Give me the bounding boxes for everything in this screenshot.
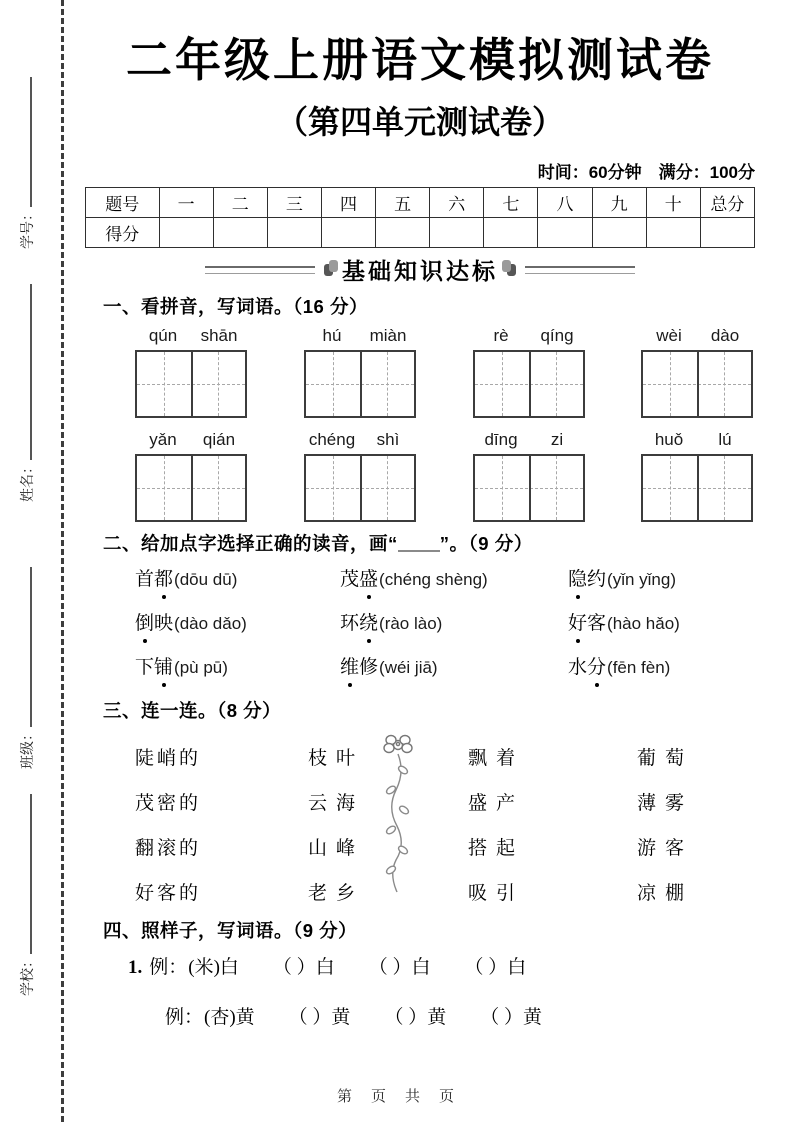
score-col-header: 六 [430,188,484,218]
match-item[interactable]: 老乡 [308,883,365,904]
word-char: 映 [154,613,174,634]
match-item[interactable]: 枝叶 [308,748,365,769]
pinyin-syllable: qián [202,430,236,449]
pinyin-syllable: dào [710,326,740,345]
pinyin-syllable: qún [148,326,178,345]
score-cell[interactable] [700,218,754,248]
writing-grid[interactable] [473,350,585,418]
q2-title [103,530,533,556]
pinyin-syllable: rè [493,326,509,345]
word-char: 首 [135,569,155,590]
pinyin-syllable: yǎn [149,430,177,449]
fill-blank[interactable]: （ ）黄 [480,1007,542,1028]
score-table-corner: 题号 [86,188,160,218]
margin-field-name [17,284,37,502]
q2-item[interactable] [135,608,340,635]
class-blank[interactable] [18,567,32,727]
word-char: 约 [587,569,607,590]
pinyin-syllable: huǒ [654,430,684,449]
match-item[interactable]: 山峰 [308,838,365,859]
pinyin-options: (dào dǎo) [174,614,247,633]
q3-column-verbs [468,736,524,916]
q2-row [135,608,757,635]
pinyin-word-group [473,430,585,522]
word-char: 倒 [135,608,154,635]
pinyin-options: (wéi jiā) [379,658,438,677]
student-id-blank[interactable] [18,77,32,207]
q2-item[interactable] [568,652,757,679]
q2-title-blank [398,536,440,552]
pinyin-syllable: shān [200,326,238,345]
q2-item[interactable] [568,608,757,635]
q3-column-nouns [308,736,364,916]
word-char: 水 [568,657,588,678]
example-word: (米)白 [188,957,239,978]
word-char: 隐 [568,564,587,591]
word-char: 茂 [340,569,360,590]
fill-blank[interactable]: （ ）白 [464,957,527,978]
example-label: 例： [149,957,188,978]
pinyin-word-group [304,430,416,522]
school-blank[interactable] [18,794,32,954]
q2-item[interactable] [135,652,340,679]
margin-field-label: 姓名： [21,460,36,502]
score-cell[interactable] [376,218,430,248]
score-col-header: 四 [321,188,375,218]
score-col-header: 七 [484,188,538,218]
writing-grid[interactable] [641,350,753,418]
score-table [85,187,755,248]
q2-item[interactable] [340,652,568,679]
ornament-line-left [205,266,315,274]
word-char: 好 [568,608,587,635]
word-char: 绕 [359,608,378,635]
pinyin-word-group [641,326,753,418]
pinyin-syllable: dīng [484,430,518,449]
margin-field-class [17,567,37,769]
pinyin-options: (yǐn yǐng) [607,570,676,589]
score-col-header: 一 [159,188,213,218]
fill-blank[interactable]: （ ）白 [368,957,431,978]
pinyin-syllable: qíng [540,326,574,345]
pinyin-word-group [641,430,753,522]
q2-title-post: ”。（9 分） [439,533,533,554]
score-cell[interactable] [213,218,267,248]
margin-field-label: 学校： [21,954,36,996]
match-item[interactable]: 飘着 [468,748,525,769]
writing-grid[interactable] [304,454,416,522]
match-item[interactable]: 游客 [637,838,694,859]
score-col-header: 五 [376,188,430,218]
q2-row [135,564,757,591]
pinyin-syllable: miàn [369,326,407,345]
q4-title: 四、照样子，写词语。（9 分） [103,920,358,941]
pinyin-options: (chéng shèng) [379,570,488,589]
q2-item[interactable] [340,608,568,635]
score-cell[interactable] [484,218,538,248]
match-item[interactable]: 陡峭的 [135,748,202,769]
margin-field-student-id [17,77,37,249]
fill-blank[interactable]: （ ）黄 [384,1007,447,1028]
pinyin-word-group [473,326,585,418]
score-col-header: 九 [592,188,646,218]
word-char: 盛 [359,564,378,591]
q4-row [158,1002,576,1029]
pinyin-options: (hào hǎo) [607,614,680,633]
pinyin-word-group [135,430,247,522]
page-footer: 第 页 共 页 [336,1088,456,1105]
match-item[interactable]: 茂密的 [135,793,202,814]
pinyin-options: (fēn fèn) [607,658,671,677]
word-char: 分 [587,652,606,679]
example-word: (杏)黄 [204,1007,255,1028]
writing-grid[interactable] [135,350,247,418]
score-cell[interactable] [321,218,375,248]
score-col-header: 八 [538,188,592,218]
word-char: 铺 [154,652,173,679]
match-item[interactable]: 薄雾 [637,793,694,814]
q4-row [128,952,560,979]
score-col-header: 总分 [700,188,754,218]
word-char: 修 [359,657,379,678]
margin-field-label: 班级： [21,727,36,769]
match-item[interactable]: 盛产 [468,793,525,814]
fill-blank[interactable]: （ ）白 [272,957,335,978]
ornament-square-icon [324,264,333,276]
word-char: 都 [154,564,173,591]
match-item[interactable]: 吸引 [468,883,525,904]
q3-title: 三、连一连。（8 分） [103,700,282,721]
score-cell[interactable] [159,218,213,248]
example-label: 例： [165,1007,204,1028]
match-item[interactable]: 翻滚的 [135,838,202,859]
q2-title-pre: 二、给加点字选择正确的读音，画“ [103,533,398,554]
score-cell[interactable] [592,218,646,248]
match-item[interactable]: 好客的 [135,883,202,904]
writing-grid[interactable] [473,454,585,522]
word-char: 环 [340,613,360,634]
paper-title: 二年级上册语文模拟测试卷 [126,34,714,86]
q2-item[interactable] [568,564,757,591]
fill-blank[interactable]: （ ）黄 [288,1007,351,1028]
match-item[interactable]: 云海 [308,793,365,814]
score-cell[interactable] [538,218,592,248]
name-blank[interactable] [18,284,32,460]
exam-meta: 时间：60分钟 满分：100分 [537,163,755,182]
paper-subtitle: （第四单元测试卷） [275,104,564,140]
pinyin-options: (pù pū) [174,658,228,677]
score-table-header-row [86,188,755,218]
q1-title: 一、看拼音，写词语。（16 分） [103,296,368,317]
score-col-header: 二 [213,188,267,218]
cut-dashed-line [61,0,64,1122]
score-cell[interactable] [267,218,321,248]
pinyin-options: (rào lào) [379,614,443,633]
pinyin-options: (dōu dū) [174,570,238,589]
ornament-square-icon [507,264,516,276]
ornament-line-right [525,266,635,274]
writing-grid[interactable] [641,454,753,522]
writing-grid[interactable] [304,350,416,418]
pinyin-syllable: shì [376,430,400,449]
section-title: 基础知识达标 [342,258,498,284]
q2-item[interactable] [340,564,568,591]
score-cell[interactable] [430,218,484,248]
score-col-header: 十 [646,188,700,218]
flower-vine-icon [381,732,417,896]
pinyin-syllable: chéng [308,430,356,449]
q3-column-adjectives [135,736,201,916]
word-char: 下 [135,657,155,678]
q2-item[interactable] [135,564,340,591]
word-char: 维 [340,652,359,679]
item-number: 1. [128,957,143,978]
score-col-header: 三 [267,188,321,218]
match-item[interactable]: 搭起 [468,838,525,859]
pinyin-syllable: zi [550,430,564,449]
writing-grid[interactable] [135,454,247,522]
margin-field-school [17,794,37,996]
score-table-score-row [86,218,755,248]
pinyin-syllable: hú [322,326,342,345]
match-item[interactable]: 葡萄 [637,748,694,769]
word-char: 客 [587,613,607,634]
score-row-label: 得分 [86,218,160,248]
pinyin-syllable: lú [718,430,732,449]
section-banner [85,253,755,286]
match-item[interactable]: 凉棚 [637,883,694,904]
q3-column-objects [637,736,693,916]
pinyin-word-group [304,326,416,418]
margin-field-label: 学号： [21,207,36,249]
q2-row [135,652,757,679]
pinyin-word-group [135,326,247,418]
score-cell[interactable] [646,218,700,248]
pinyin-syllable: wèi [656,326,682,345]
